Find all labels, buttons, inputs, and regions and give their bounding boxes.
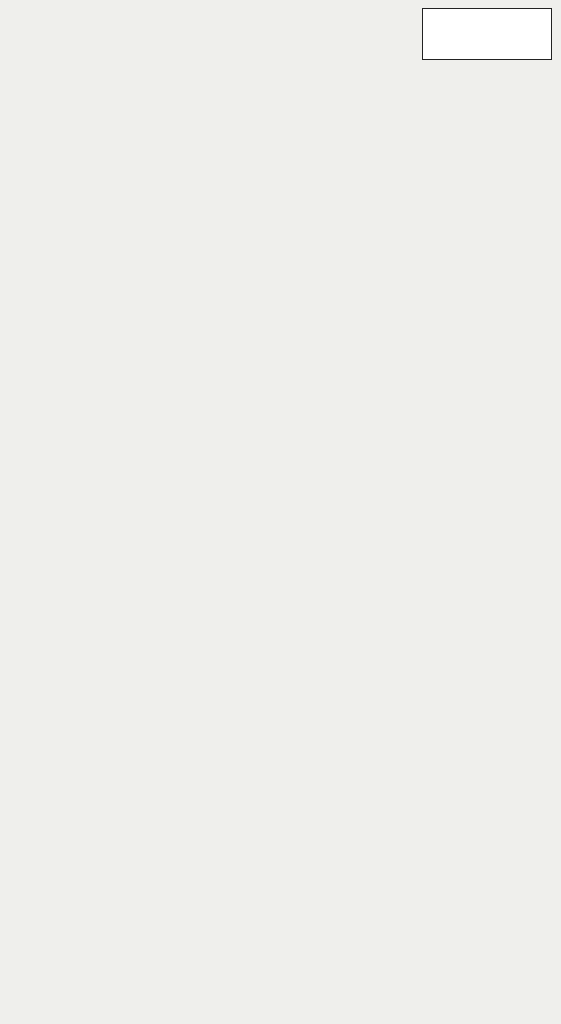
date-line — [210, 0, 360, 8]
classified-masthead — [422, 8, 552, 60]
